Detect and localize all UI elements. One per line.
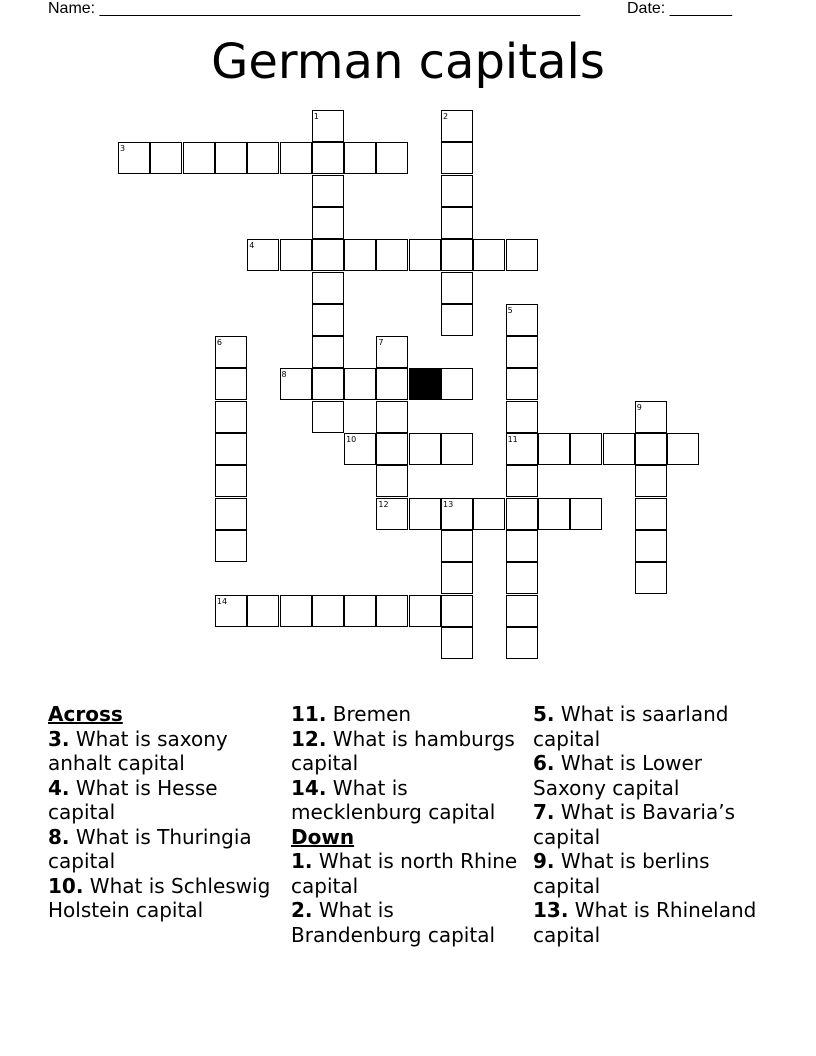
clue-item <box>291 849 523 898</box>
clue-item-number: 13. <box>533 898 569 922</box>
clue-item-text: What is Brandenburg capital <box>291 898 496 947</box>
grid-cell[interactable] <box>215 530 247 562</box>
clue-number: 3 <box>120 144 126 154</box>
grid-cell[interactable] <box>506 498 538 530</box>
grid-cell[interactable] <box>409 595 441 627</box>
grid-cell[interactable] <box>473 239 505 271</box>
clue-item-text: What is Rhineland capital <box>533 898 757 947</box>
clue-item-number: 7. <box>533 800 555 824</box>
black-cell <box>409 368 441 400</box>
clue-number: 10 <box>346 435 357 444</box>
grid-cell[interactable] <box>312 272 344 304</box>
name-field-label[interactable]: Name: ______________________________________________________ <box>48 0 581 17</box>
grid-cell[interactable] <box>441 627 473 659</box>
grid-cell[interactable] <box>441 142 473 174</box>
grid-cell[interactable] <box>376 465 408 497</box>
grid-cell[interactable] <box>441 433 473 465</box>
grid-cell[interactable] <box>635 498 667 530</box>
grid-cell[interactable] <box>376 433 408 465</box>
clue-number: 9 <box>636 402 642 412</box>
clue-number: 5 <box>507 305 513 315</box>
grid-cell[interactable] <box>280 239 312 271</box>
grid-cell[interactable] <box>312 207 344 239</box>
grid-cell[interactable] <box>312 142 344 174</box>
clue-item <box>533 849 773 898</box>
clue-item <box>291 898 523 947</box>
clue-item-text: What is saxony anhalt capital <box>48 726 228 775</box>
grid-cell[interactable] <box>280 142 312 174</box>
grid-cell[interactable] <box>344 368 376 400</box>
clue-item <box>533 800 773 849</box>
clue-item-text: Bremen <box>326 702 412 726</box>
clue-item-text: What is Thuringia capital <box>48 824 252 873</box>
date-field-label[interactable]: Date: _______ <box>627 0 732 17</box>
grid-cell[interactable] <box>506 465 538 497</box>
grid-cell[interactable] <box>538 498 570 530</box>
clue-item <box>533 702 773 751</box>
grid-cell[interactable] <box>376 239 408 271</box>
clue-number: 12 <box>378 499 389 509</box>
clue-number: 8 <box>281 370 287 380</box>
grid-cell[interactable] <box>635 465 667 497</box>
clue-item <box>291 727 523 776</box>
grid-cell[interactable] <box>247 595 279 627</box>
grid-cell[interactable] <box>441 304 473 336</box>
clue-item-text: What is Bavaria’s capital <box>533 800 735 849</box>
clues-column-3 <box>533 702 773 947</box>
grid-cell[interactable] <box>312 595 344 627</box>
clue-item <box>291 776 523 825</box>
clue-item <box>291 702 523 727</box>
grid-cell[interactable] <box>635 530 667 562</box>
grid-cell[interactable] <box>376 595 408 627</box>
clue-item-text: What is hamburgs capital <box>291 726 515 775</box>
grid-cell[interactable] <box>506 530 538 562</box>
clue-number: 13 <box>443 499 454 509</box>
grid-cell[interactable] <box>215 368 247 400</box>
grid-cell[interactable] <box>215 498 247 530</box>
grid-cell[interactable] <box>506 595 538 627</box>
clue-item-number: 1. <box>291 849 313 873</box>
across-clue-list-continued <box>291 702 523 825</box>
clue-item-number: 12. <box>291 726 327 751</box>
clue-item-text: What is mecklenburg capital <box>291 775 496 824</box>
grid-cell[interactable] <box>409 433 441 465</box>
clue-item-text: What is north Rhine capital <box>291 849 518 898</box>
across-heading: Across <box>48 702 123 726</box>
grid-cell[interactable] <box>376 401 408 433</box>
clue-item-number: 2. <box>291 898 313 922</box>
grid-cell[interactable] <box>570 433 602 465</box>
clue-item-number: 9. <box>533 849 555 873</box>
grid-cell[interactable] <box>441 595 473 627</box>
clue-number: 2 <box>443 112 449 121</box>
grid-cell[interactable] <box>280 595 312 627</box>
grid-cell[interactable] <box>473 498 505 530</box>
clue-item-number: 3. <box>48 726 70 751</box>
clue-number: 14 <box>216 596 228 606</box>
clue-item <box>48 776 280 825</box>
clues-column-1 <box>48 702 280 923</box>
grid-cell[interactable] <box>344 142 376 174</box>
clue-item <box>48 825 280 874</box>
across-clue-list <box>48 727 280 923</box>
grid-cell[interactable] <box>312 239 344 271</box>
grid-cell[interactable] <box>344 595 376 627</box>
clues-column-2 <box>291 702 523 947</box>
grid-cell[interactable] <box>441 272 473 304</box>
clue-item-number: 6. <box>533 751 555 775</box>
clue-item-number: 8. <box>48 824 70 849</box>
clue-item <box>48 727 280 776</box>
clue-item-text: What is Schleswig Holstein capital <box>48 873 271 922</box>
grid-cell[interactable] <box>441 207 473 239</box>
clue-item-text: What is saarland capital <box>533 702 729 751</box>
grid-cell[interactable] <box>506 336 538 368</box>
clue-item-number: 5. <box>533 702 555 726</box>
grid-cell[interactable] <box>215 465 247 497</box>
grid-cell[interactable] <box>506 368 538 400</box>
grid-cell[interactable] <box>409 239 441 271</box>
grid-cell[interactable] <box>312 175 344 207</box>
grid-cell[interactable] <box>635 433 667 465</box>
clue-number: 7 <box>378 338 384 348</box>
grid-cell[interactable] <box>506 239 538 271</box>
down-clue-list <box>291 849 523 947</box>
grid-cell[interactable] <box>215 142 247 174</box>
clue-item-number: 14. <box>291 775 327 800</box>
grid-cell[interactable] <box>376 142 408 174</box>
page-title: German capitals <box>211 34 605 90</box>
grid-cell[interactable] <box>506 401 538 433</box>
clue-item-number: 4. <box>48 775 70 800</box>
grid-cell[interactable] <box>312 304 344 336</box>
grid-cell[interactable] <box>150 142 182 174</box>
down-clue-list-continued <box>533 702 773 947</box>
clue-item-number: 10. <box>48 873 84 898</box>
grid-cell[interactable] <box>538 433 570 465</box>
grid-cell[interactable] <box>441 562 473 594</box>
grid-cell[interactable] <box>312 368 344 400</box>
grid-cell[interactable] <box>376 368 408 400</box>
grid-cell[interactable] <box>635 562 667 594</box>
grid-cell[interactable] <box>441 368 473 400</box>
grid-cell[interactable] <box>215 433 247 465</box>
clue-item <box>533 898 773 947</box>
clue-number: 4 <box>249 241 255 251</box>
clue-number: 11 <box>507 435 518 444</box>
grid-cell[interactable] <box>603 433 635 465</box>
clue-item <box>48 874 280 923</box>
grid-cell[interactable] <box>506 562 538 594</box>
grid-cell[interactable] <box>409 498 441 530</box>
clue-number: 1 <box>313 112 319 121</box>
grid-cell[interactable] <box>506 627 538 659</box>
grid-cell[interactable] <box>215 401 247 433</box>
grid-cell[interactable] <box>247 142 279 174</box>
clue-item-text: What is Lower Saxony capital <box>533 751 703 800</box>
grid-cell[interactable] <box>441 175 473 207</box>
clue-item-number: 11. <box>291 702 327 726</box>
grid-cell[interactable] <box>312 401 344 433</box>
clue-number: 6 <box>216 338 222 348</box>
clue-item-text: What is Hesse capital <box>48 775 218 824</box>
grid-cell[interactable] <box>441 530 473 562</box>
grid-cell[interactable] <box>183 142 215 174</box>
grid-cell[interactable] <box>667 433 699 465</box>
grid-cell[interactable] <box>570 498 602 530</box>
clue-item-text: What is berlins capital <box>533 849 710 898</box>
grid-cell[interactable] <box>441 239 473 271</box>
grid-cell[interactable] <box>312 336 344 368</box>
grid-cell[interactable] <box>344 239 376 271</box>
clue-item <box>533 751 773 800</box>
down-heading: Down <box>291 824 355 849</box>
